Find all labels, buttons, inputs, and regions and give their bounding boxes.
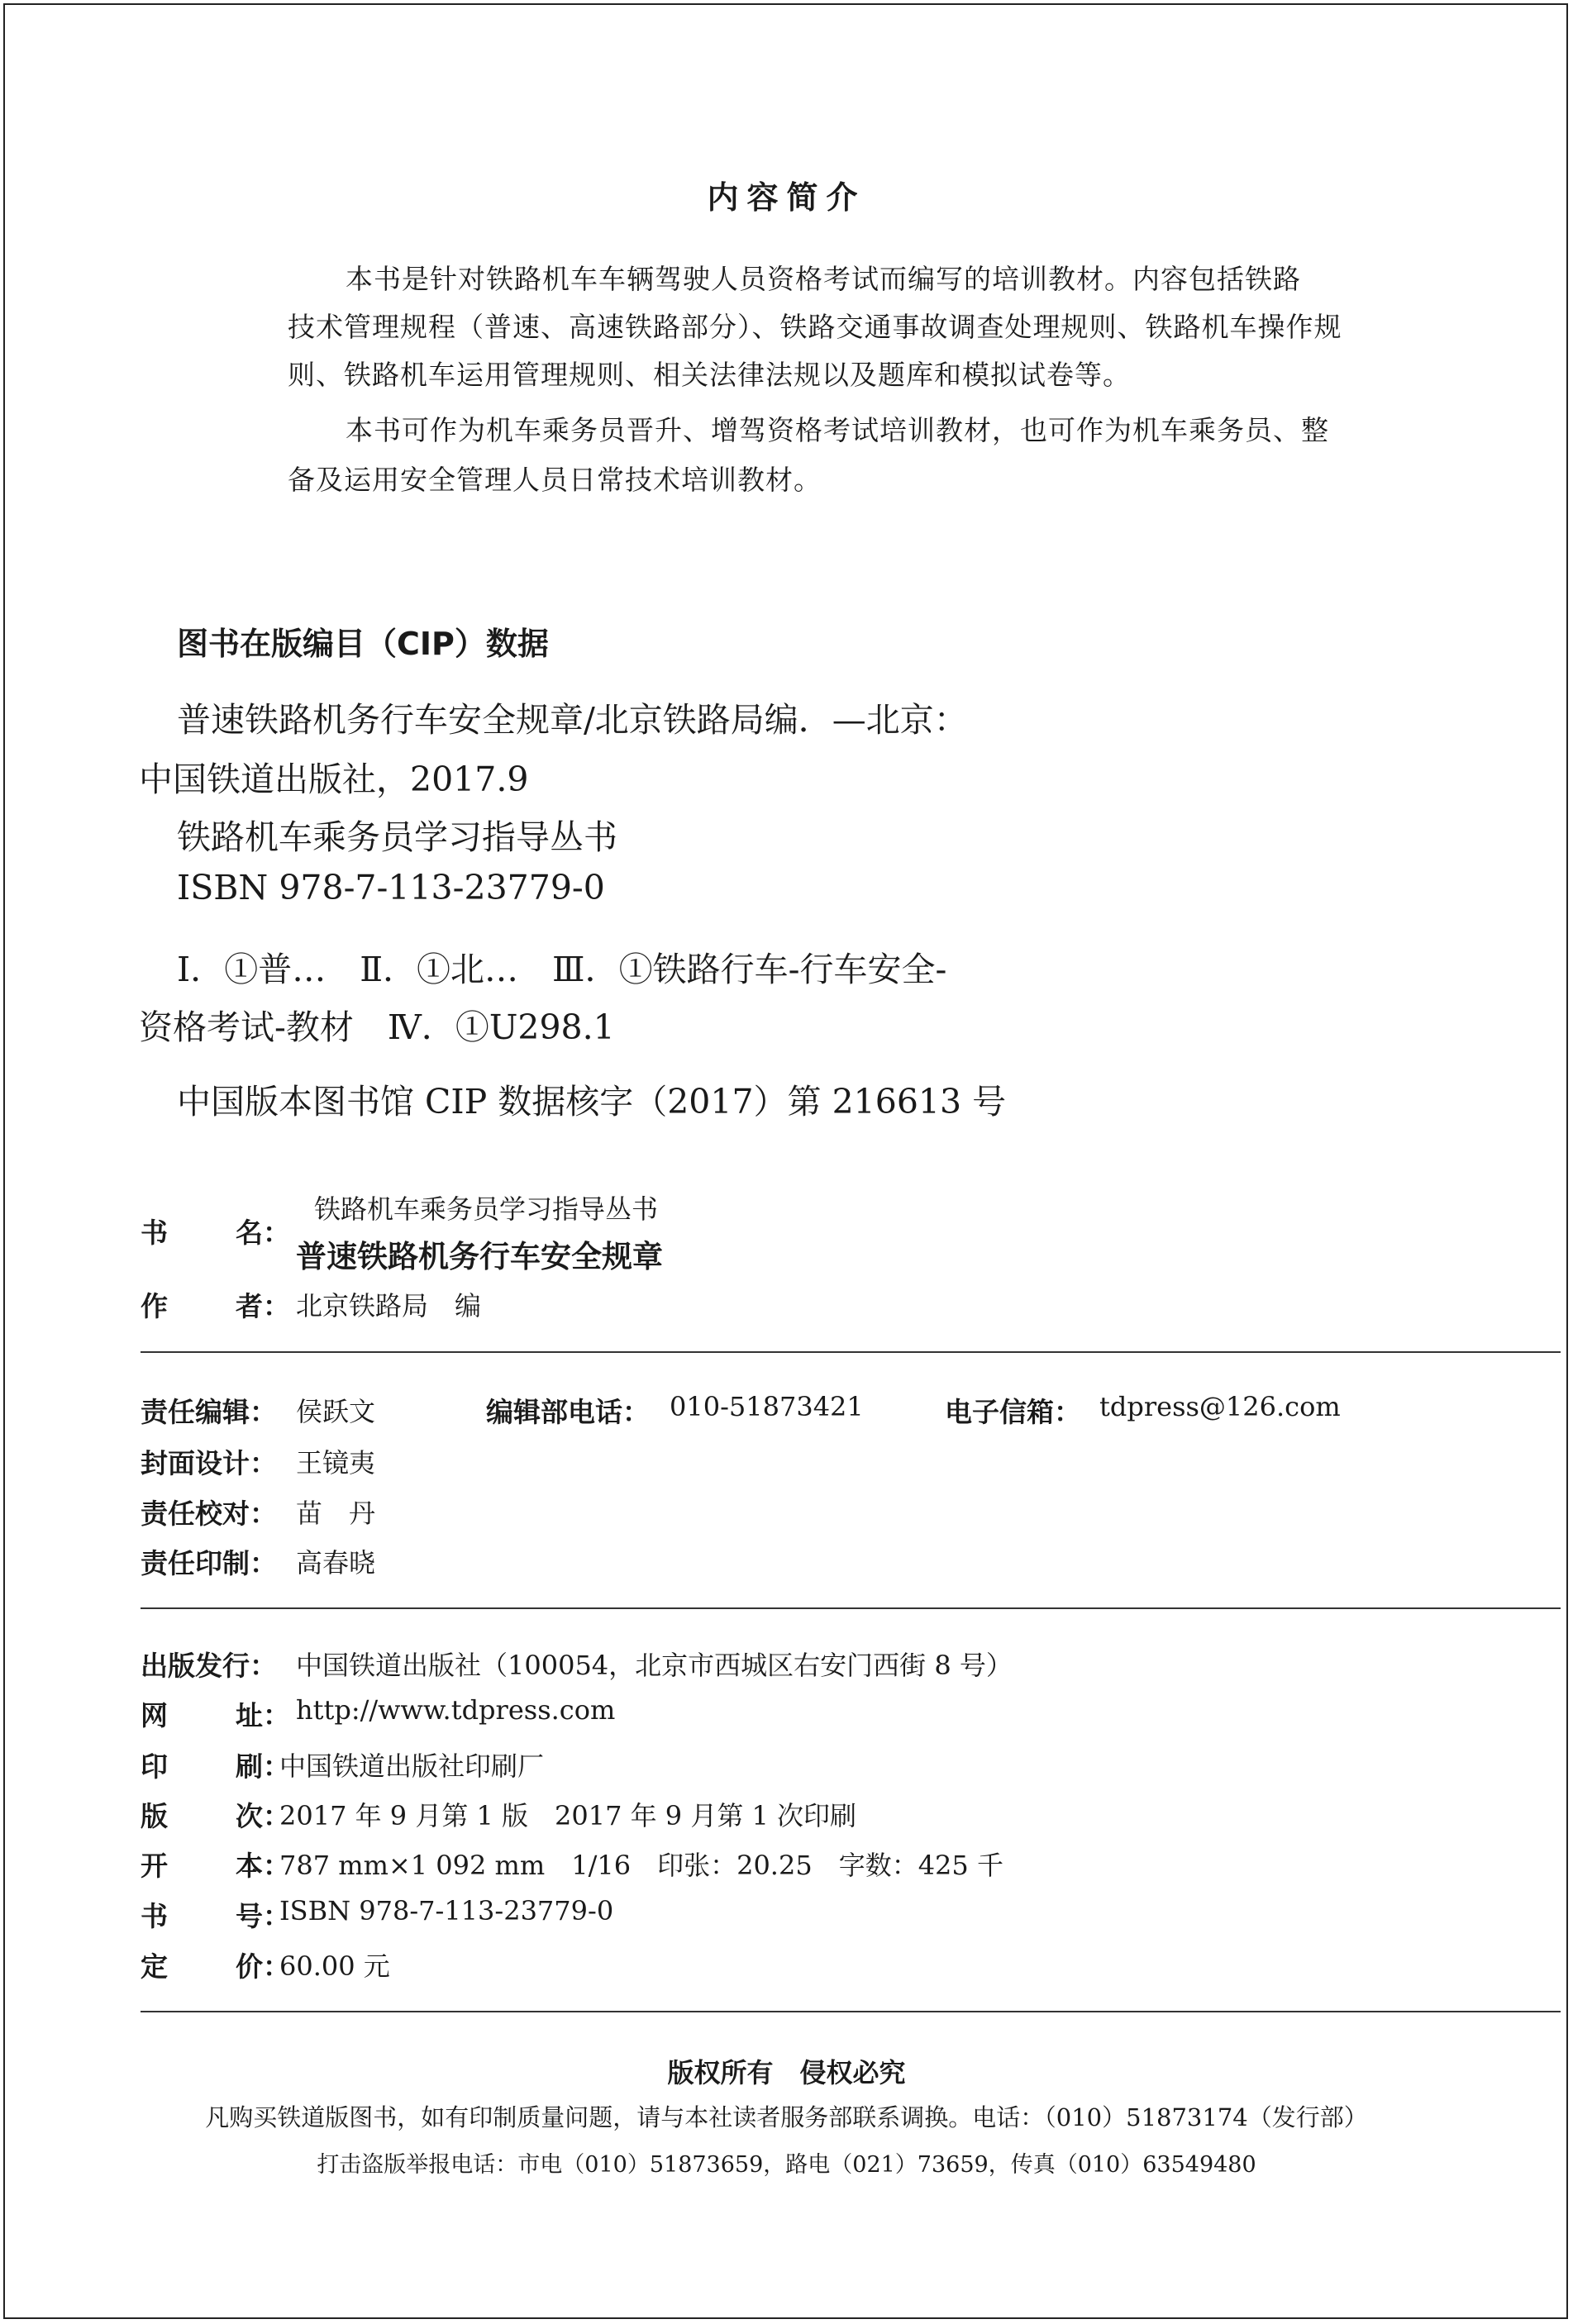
format-value: 787 mm×1 092 mm 1/16 印张：20.25 字数：425 千 [279,1850,1003,1881]
publisher-label: 出版发行： [141,1650,277,1682]
email-value: tdpress@126.com [1099,1391,1341,1422]
intro-line: 则、铁路机车运用管理规则、相关法律法规以及题库和模拟试卷等。 [288,359,1131,391]
editor-value: 侯跃文 [296,1396,376,1427]
printer-label-2: 刷： [236,1750,290,1783]
publisher-value: 中国铁道出版社（100054，北京市西城区右安门西街 8 号） [296,1650,1013,1681]
cip-line: ISBN 978-7-113-23779-0 [177,868,605,907]
format-label-2: 本： [236,1850,290,1882]
copyright-title: 版权所有 侵权必究 [667,2057,906,2088]
book-series: 铁路机车乘务员学习指导丛书 [314,1193,659,1225]
intro-line: 本书是针对铁路机车车辆驾驶人员资格考试而编写的培训教材。内容包括铁路 [346,263,1301,295]
edition-value: 2017 年 9 月第 1 版 2017 年 9 月第 1 次印刷 [279,1800,857,1831]
cip-line: 资格考试-教材 Ⅳ．①U298.1 [139,1007,615,1047]
printer-label-1: 印 [141,1750,168,1783]
price-value: 60.00 元 [279,1950,390,1982]
copyright-notice: 凡购买铁道版图书，如有印制质量问题，请与本社读者服务部联系调换。电话：（010）51873174（发行部） [205,2103,1368,2131]
website-label-2: 址： [236,1699,290,1731]
cip-line: 中国铁道出版社，2017.9 [139,760,529,799]
price-label-2: 价： [236,1950,290,1983]
print-value: 高春晓 [296,1547,376,1579]
edition-label-1: 版 [141,1800,168,1832]
cover-value: 王镜夷 [296,1447,376,1479]
cover-label: 封面设计： [141,1447,277,1479]
printer-value: 中国铁道出版社印刷厂 [279,1750,545,1782]
book-name-label-2: 名： [236,1217,290,1249]
isbn-value: ISBN 978-7-113-23779-0 [279,1895,614,1926]
intro-line: 备及运用安全管理人员日常技术培训教材。 [288,464,822,496]
cip-line: 普速铁路机务行车安全规章/北京铁路局编．—北京： [177,700,968,740]
proof-value: 苗 丹 [296,1498,376,1529]
author-label-2: 者： [236,1290,290,1322]
intro-title: 内容简介 [707,179,866,216]
divider [141,1351,1561,1353]
editor-label: 责任编辑： [141,1396,277,1428]
book-name-label-1: 书 [141,1217,168,1249]
phone-label: 编辑部电话： [486,1396,650,1428]
isbn-label-1: 书 [141,1900,168,1932]
print-label: 责任印制： [141,1547,277,1579]
divider [141,2011,1561,2012]
intro-line: 技术管理规程（普速、高速铁路部分）、铁路交通事故调查处理规则、铁路机车操作规 [288,311,1342,343]
intro-line: 本书可作为机车乘务员晋升、增驾资格考试培训教材，也可作为机车乘务员、整 [346,414,1329,446]
format-label-1: 开 [141,1850,168,1882]
price-label-1: 定 [141,1950,168,1983]
cip-line: 中国版本图书馆 CIP 数据核字（2017）第 216613 号 [177,1082,1007,1122]
cip-line: 铁路机车乘务员学习指导丛书 [177,817,617,857]
author-label-1: 作 [141,1290,168,1322]
piracy-report: 打击盗版举报电话：市电（010）51873659，路电（021）73659，传真（010）63549480 [317,2152,1256,2178]
website-value: http://www.tdpress.com [296,1694,616,1726]
book-title: 普速铁路机务行车安全规章 [296,1239,663,1274]
cip-heading: 图书在版编目（CIP）数据 [177,626,549,662]
isbn-label-2: 号： [236,1900,290,1932]
edition-label-2: 次： [236,1800,290,1832]
author-value: 北京铁路局 编 [296,1290,482,1322]
divider [141,1607,1561,1609]
cip-line: Ⅰ．①普… Ⅱ．①北… Ⅲ．①铁路行车-行车安全- [177,950,947,989]
proof-label: 责任校对： [141,1498,277,1530]
phone-value: 010-51873421 [670,1391,864,1422]
email-label: 电子信箱： [945,1396,1081,1428]
website-label-1: 网 [141,1699,168,1731]
